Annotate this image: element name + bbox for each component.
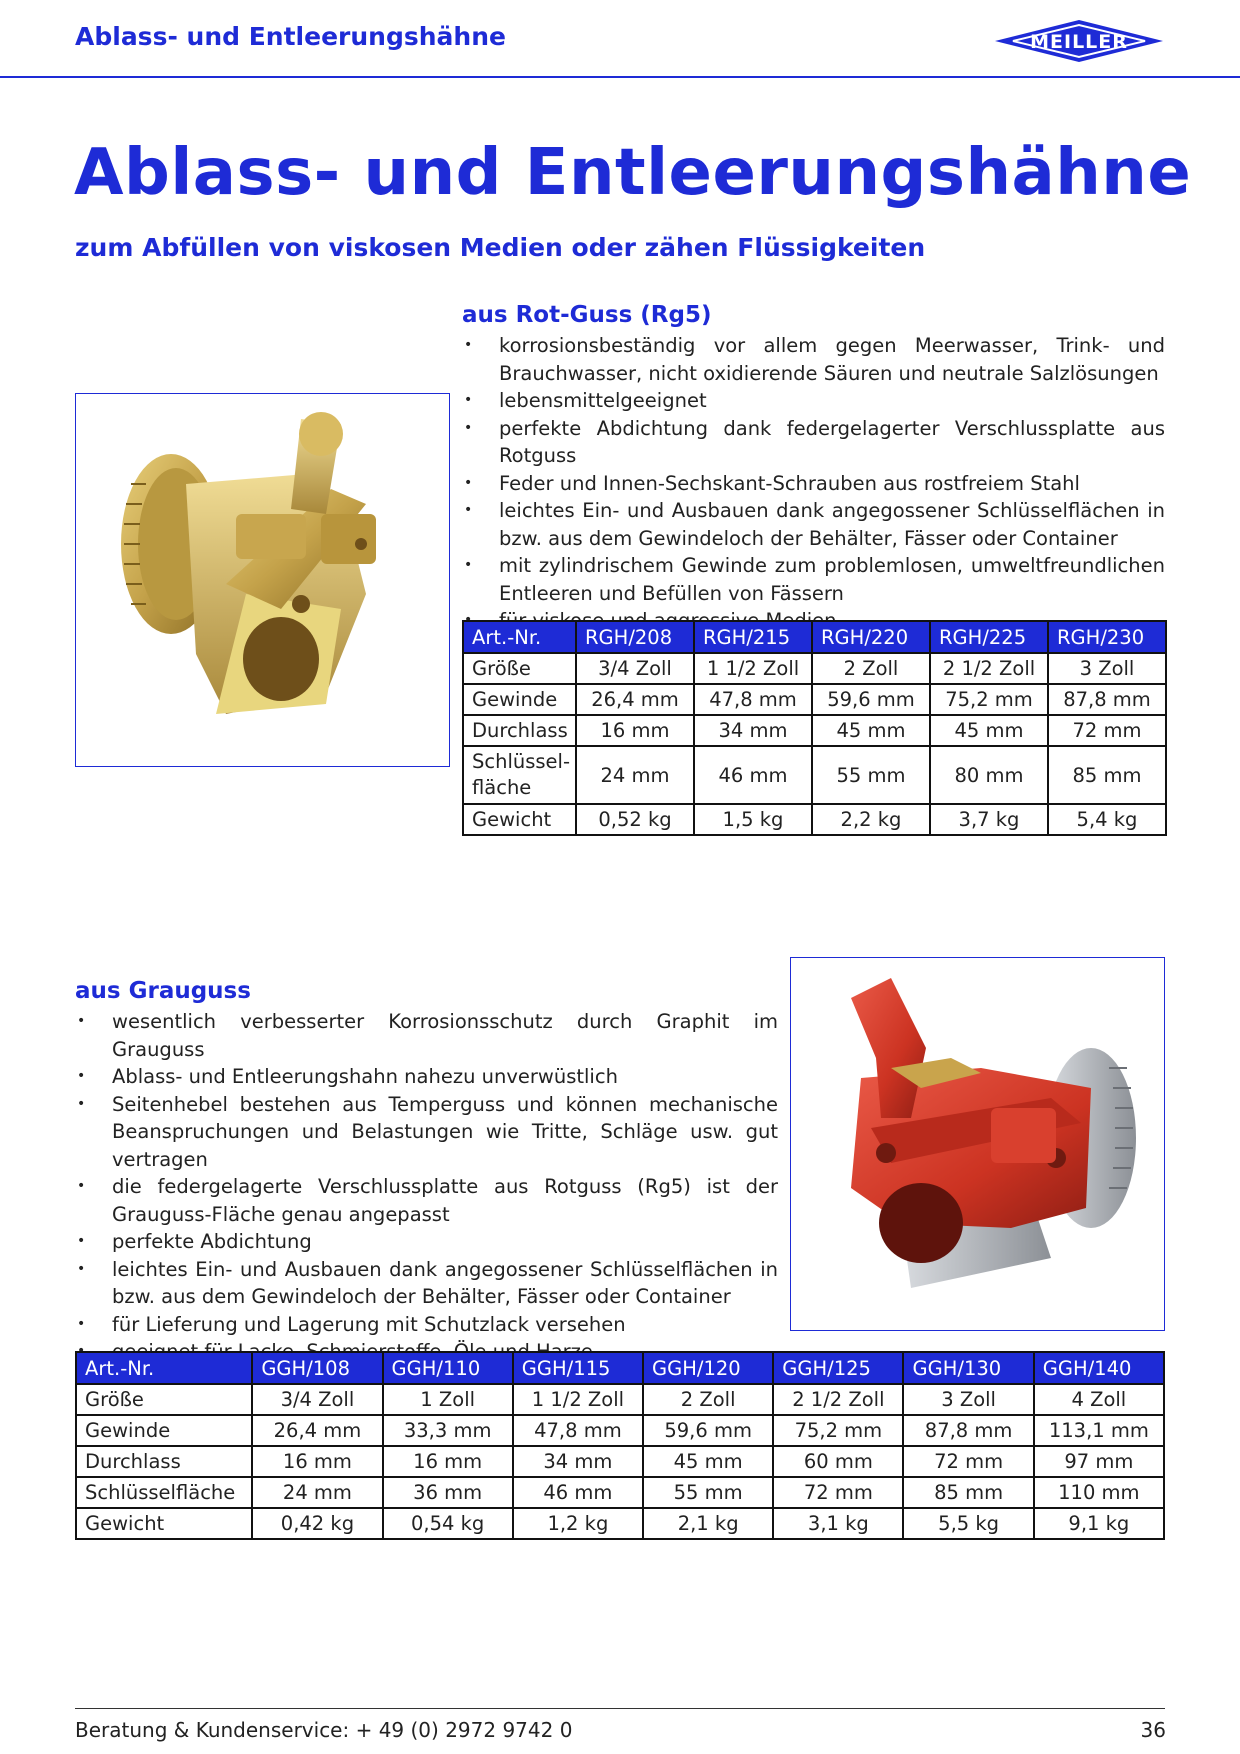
table-cell: 59,6 mm — [812, 684, 930, 715]
row-label: Gewinde — [463, 684, 576, 715]
table-cell: 24 mm — [576, 746, 694, 804]
table-cell: 2 1/2 Zoll — [773, 1384, 903, 1415]
column-header: GGH/115 — [513, 1352, 643, 1384]
meiller-logo — [993, 18, 1165, 64]
table-row — [463, 684, 1166, 715]
table-cell: 3/4 Zoll — [576, 653, 694, 684]
table-row — [463, 715, 1166, 746]
page-subtitle: zum Abfüllen von viskosen Medien oder zähen Flüssigkeiten — [75, 233, 926, 262]
brass-valve-image — [76, 394, 449, 766]
table-cell: 47,8 mm — [694, 684, 812, 715]
table-cell: 46 mm — [513, 1477, 643, 1508]
table-cell: 26,4 mm — [252, 1415, 382, 1446]
table-cell: 97 mm — [1034, 1446, 1164, 1477]
list-item: • leichtes Ein- und Ausbauen dank angegossener Schlüsselflächen in bzw. aus dem Gewindeloch der Behälter, Fässer oder Container — [75, 1256, 778, 1311]
table-cell: 16 mm — [576, 715, 694, 746]
grauguss-spec-table — [75, 1351, 1165, 1540]
grauguss-feature-list — [75, 1008, 778, 1366]
column-header: RGH/220 — [812, 621, 930, 653]
table-row — [76, 1508, 1164, 1539]
list-item: • leichtes Ein- und Ausbauen dank angegossener Schlüsselflächen in bzw. aus dem Gewindeloch der Behälter, Fässer oder Container — [462, 497, 1165, 552]
rotguss-section — [462, 302, 1165, 635]
table-row — [463, 804, 1166, 835]
list-item: • Seitenhebel bestehen aus Temperguss und können mechanische Beanspruchungen und Belastungen wie Tritte, Schläge usw. gut vertragen — [75, 1091, 778, 1174]
table-cell: 3,7 kg — [930, 804, 1048, 835]
column-header: GGH/140 — [1034, 1352, 1164, 1384]
table-cell: 72 mm — [903, 1446, 1033, 1477]
footer-divider — [75, 1708, 1165, 1709]
list-item: • Ablass- und Entleerungshahn nahezu unverwüstlich — [75, 1063, 778, 1091]
table-cell: 72 mm — [1048, 715, 1166, 746]
column-header: GGH/125 — [773, 1352, 903, 1384]
table-cell: 0,52 kg — [576, 804, 694, 835]
list-item: • Feder und Innen-Sechskant-Schrauben aus rostfreiem Stahl — [462, 470, 1165, 498]
table-cell: 72 mm — [773, 1477, 903, 1508]
column-header: RGH/225 — [930, 621, 1048, 653]
table-cell: 16 mm — [252, 1446, 382, 1477]
rotguss-spec-table — [462, 620, 1167, 836]
table-cell: 45 mm — [643, 1446, 773, 1477]
table-cell: 26,4 mm — [576, 684, 694, 715]
column-header: RGH/230 — [1048, 621, 1166, 653]
table-cell: 1,5 kg — [694, 804, 812, 835]
table-cell: 2 Zoll — [643, 1384, 773, 1415]
table-cell: 3 Zoll — [1048, 653, 1166, 684]
table-cell: 1 Zoll — [383, 1384, 513, 1415]
row-label: Durchlass — [463, 715, 576, 746]
table-cell: 60 mm — [773, 1446, 903, 1477]
list-item: • für Lieferung und Lagerung mit Schutzlack versehen — [75, 1311, 778, 1339]
table-cell: 75,2 mm — [773, 1415, 903, 1446]
list-item: • lebensmittelgeeignet — [462, 387, 1165, 415]
row-label: Gewicht — [463, 804, 576, 835]
table-cell: 5,4 kg — [1048, 804, 1166, 835]
table-cell: 4 Zoll — [1034, 1384, 1164, 1415]
row-label: Größe — [76, 1384, 252, 1415]
grauguss-section — [75, 978, 778, 1366]
table-cell: 5,5 kg — [903, 1508, 1033, 1539]
table-row — [76, 1384, 1164, 1415]
table-header-row — [76, 1352, 1164, 1384]
table-cell: 34 mm — [694, 715, 812, 746]
table-cell: 24 mm — [252, 1477, 382, 1508]
table-cell: 0,42 kg — [252, 1508, 382, 1539]
footer-service-contact: Beratung & Kundenservice: + 49 (0) 2972 9742 0 — [75, 1718, 573, 1742]
row-label: Schlüsselfläche — [76, 1477, 252, 1508]
red-valve-image — [791, 958, 1164, 1330]
table-cell: 80 mm — [930, 746, 1048, 804]
table-cell: 55 mm — [643, 1477, 773, 1508]
page-number: 36 — [1140, 1718, 1166, 1742]
page-title: Ablass- und Entleerungshähne — [74, 136, 1192, 210]
table-row — [76, 1477, 1164, 1508]
table-row — [76, 1415, 1164, 1446]
column-header: Art.-Nr. — [76, 1352, 252, 1384]
table-cell: 87,8 mm — [903, 1415, 1033, 1446]
table-cell: 9,1 kg — [1034, 1508, 1164, 1539]
column-header: GGH/120 — [643, 1352, 773, 1384]
table-cell: 2,2 kg — [812, 804, 930, 835]
list-item: • die federgelagerte Verschlussplatte aus Rotguss (Rg5) ist der Grauguss-Fläche genau angepasst — [75, 1173, 778, 1228]
table-cell: 3 Zoll — [903, 1384, 1033, 1415]
table-cell: 113,1 mm — [1034, 1415, 1164, 1446]
row-label: Schlüssel- fläche — [463, 746, 576, 804]
row-label: Durchlass — [76, 1446, 252, 1477]
list-item: • mit zylindrischem Gewinde zum problemlosen, umweltfreundlichen Entleeren und Befüllen von Fässern — [462, 552, 1165, 607]
table-cell: 45 mm — [812, 715, 930, 746]
grauguss-title: aus Grauguss — [75, 978, 251, 1004]
list-item: • wesentlich verbesserter Korrosionsschutz durch Graphit im Grauguss — [75, 1008, 778, 1063]
table-row — [463, 746, 1166, 804]
table-cell: 2,1 kg — [643, 1508, 773, 1539]
table-cell: 3,1 kg — [773, 1508, 903, 1539]
list-item: • perfekte Abdichtung — [75, 1228, 778, 1256]
table-cell: 2 Zoll — [812, 653, 930, 684]
table-cell: 85 mm — [903, 1477, 1033, 1508]
row-label: Gewinde — [76, 1415, 252, 1446]
column-header: GGH/130 — [903, 1352, 1033, 1384]
table-cell: 85 mm — [1048, 746, 1166, 804]
table-header-row — [463, 621, 1166, 653]
rotguss-product-photo — [75, 393, 450, 767]
table-cell: 0,54 kg — [383, 1508, 513, 1539]
table-cell: 1 1/2 Zoll — [694, 653, 812, 684]
table-cell: 110 mm — [1034, 1477, 1164, 1508]
table-cell: 34 mm — [513, 1446, 643, 1477]
column-header: GGH/110 — [383, 1352, 513, 1384]
table-cell: 55 mm — [812, 746, 930, 804]
list-item: • perfekte Abdichtung dank federgelagerter Verschlussplatte aus Rotguss — [462, 415, 1165, 470]
table-cell: 1 1/2 Zoll — [513, 1384, 643, 1415]
grauguss-product-photo — [790, 957, 1165, 1331]
table-cell: 16 mm — [383, 1446, 513, 1477]
table-cell: 45 mm — [930, 715, 1048, 746]
table-cell: 47,8 mm — [513, 1415, 643, 1446]
table-cell: 59,6 mm — [643, 1415, 773, 1446]
column-header: RGH/215 — [694, 621, 812, 653]
header-title: Ablass- und Entleerungshähne — [75, 22, 506, 51]
table-cell: 87,8 mm — [1048, 684, 1166, 715]
rotguss-title: aus Rot-Guss (Rg5) — [462, 302, 712, 328]
table-cell: 46 mm — [694, 746, 812, 804]
page-header — [0, 0, 1240, 78]
table-cell: 33,3 mm — [383, 1415, 513, 1446]
table-cell: 36 mm — [383, 1477, 513, 1508]
table-cell: 2 1/2 Zoll — [930, 653, 1048, 684]
table-cell: 1,2 kg — [513, 1508, 643, 1539]
row-label: Gewicht — [76, 1508, 252, 1539]
column-header: RGH/208 — [576, 621, 694, 653]
table-row — [463, 653, 1166, 684]
table-cell: 3/4 Zoll — [252, 1384, 382, 1415]
row-label: Größe — [463, 653, 576, 684]
table-cell: 75,2 mm — [930, 684, 1048, 715]
logo-text: MEILLER — [1030, 31, 1128, 53]
column-header: Art.-Nr. — [463, 621, 576, 653]
rotguss-feature-list — [462, 332, 1165, 635]
column-header: GGH/108 — [252, 1352, 382, 1384]
list-item: • korrosionsbeständig vor allem gegen Meerwasser, Trink- und Brauchwasser, nicht oxidierende Säuren und neutrale Salzlösungen — [462, 332, 1165, 387]
table-row — [76, 1446, 1164, 1477]
